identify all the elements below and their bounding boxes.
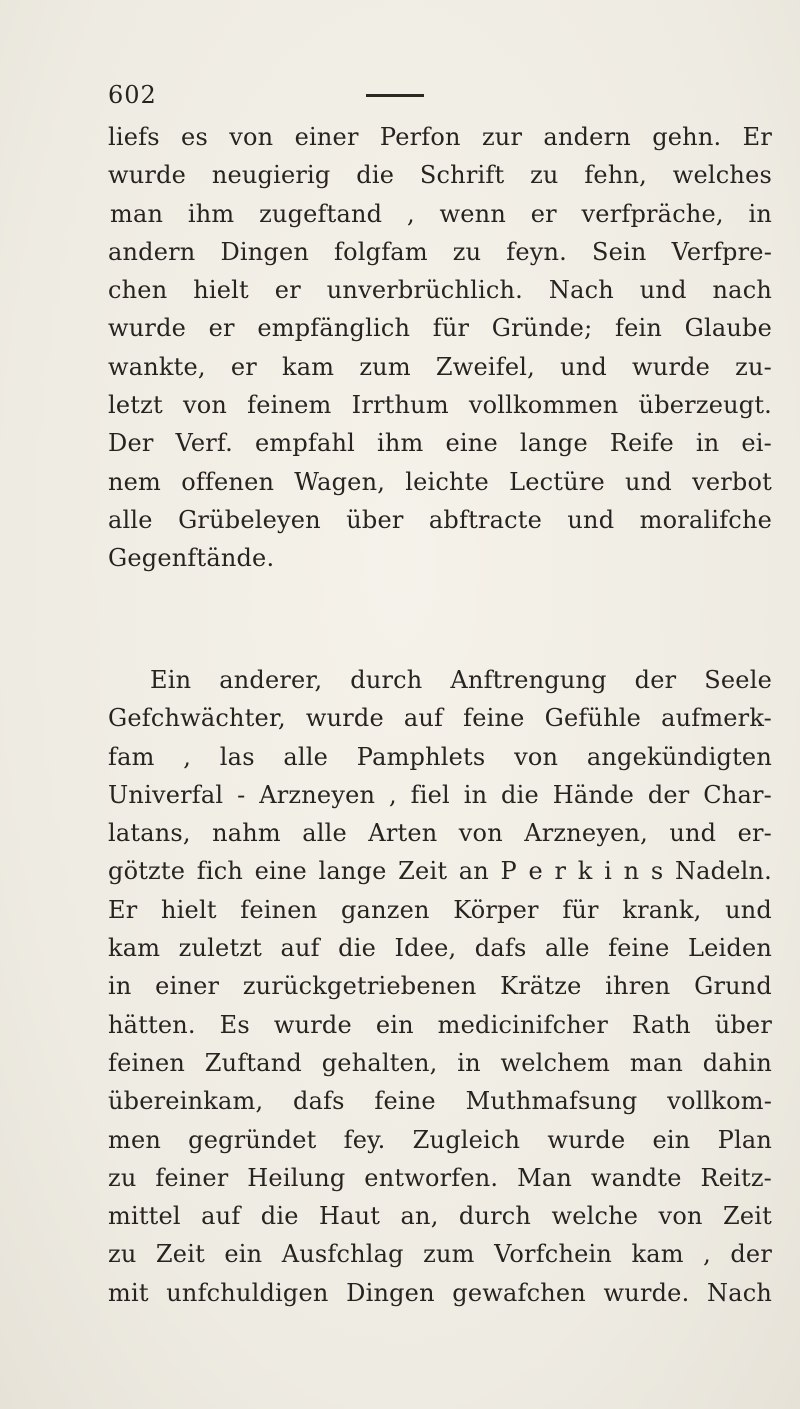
header-rule	[366, 94, 424, 97]
text-line: übereinkam, dafs feine Muthmafsung vollkom-	[108, 1087, 772, 1116]
text-line: liefs es von einer Perfon zur andern gehn. Er	[108, 123, 772, 151]
text-line: Ein anderer, durch Anftrengung der Seele	[150, 666, 772, 694]
text-line: kam zuletzt auf die Idee, dafs alle feine Leiden	[108, 934, 772, 963]
text-line: Gefchwächter, wurde auf feine Gefühle aufmerk-	[108, 704, 772, 733]
text-line: chen hielt er unverbrüchlich. Nach und nach	[108, 276, 772, 305]
text-line: mit unfchuldigen Dingen gewafchen wurde. Nach	[108, 1278, 772, 1307]
text-line: alle Grübeleyen über abftracte und moralifche	[108, 505, 772, 534]
text-line: man ihm zugeftand , wenn er verfpräche, in	[110, 199, 772, 228]
text-line: zu feiner Heilung entworfen. Man wandte Reitz-	[108, 1163, 772, 1192]
text-line: mittel auf die Haut an, durch welche von Zeit	[108, 1202, 772, 1231]
text-line: Der Verf. empfahl ihm eine lange Reife in ei-	[108, 429, 772, 458]
text-line: wurde neugierig die Schrift zu fehn, welches	[108, 161, 772, 190]
text-line: zu Zeit ein Ausfchlag zum Vorfchein kam , der	[108, 1240, 772, 1269]
page-header	[108, 80, 748, 110]
text-line: hätten. Es wurde ein medicinifcher Rath über	[108, 1010, 772, 1039]
text-line: Univerfal - Arzneyen , fiel in die Hände der Char-	[108, 780, 772, 809]
paragraph-2	[108, 661, 772, 1312]
text-line: wurde er empfänglich für Gründe; fein Glaube	[108, 314, 772, 343]
text-line: feinen Zuftand gehalten, in welchem man dahin	[108, 1048, 772, 1077]
text-line: Gegenftände.	[108, 544, 275, 573]
text-line: men gegründet fey. Zugleich wurde ein Plan	[108, 1125, 772, 1154]
text-line: fam , las alle Pamphlets von angekündigten	[108, 742, 772, 771]
text-line: letzt von feinem Irrthum vollkommen überzeugt.	[108, 391, 772, 420]
text-line: wankte, er kam zum Zweifel, und wurde zu-	[108, 352, 772, 381]
page-number: 602	[108, 81, 157, 109]
text-line: andern Dingen folgfam zu feyn. Sein Verfpre-	[108, 237, 772, 266]
text-line: nem offenen Wagen, leichte Lectüre und verbot	[108, 467, 772, 496]
text-line: götzte fich eine lange Zeit an P e r k i n s Nadeln.	[108, 857, 772, 886]
text-line: Er hielt feinen ganzen Körper für krank, und	[108, 895, 772, 924]
text-line: in einer zurückgetriebenen Krätze ihren Grund	[108, 972, 772, 1001]
text-line: latans, nahm alle Arten von Arzneyen, und er-	[108, 819, 772, 848]
paragraph-1	[108, 118, 772, 578]
